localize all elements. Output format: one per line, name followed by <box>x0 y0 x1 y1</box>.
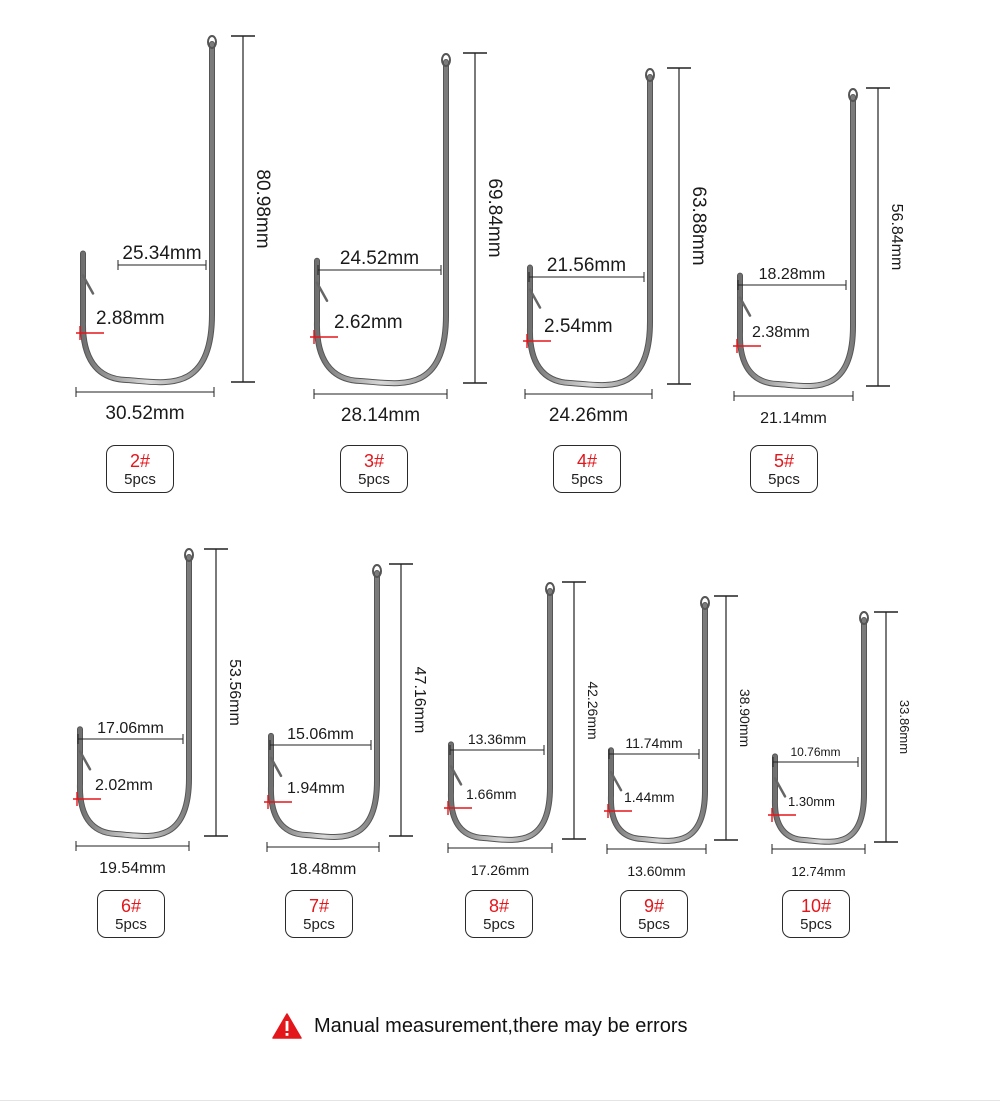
hook-outline <box>740 97 853 386</box>
size-badge <box>553 445 621 493</box>
length-label: 69.84mm <box>484 178 505 258</box>
measurement-notice <box>272 1011 688 1041</box>
hook-outline <box>611 605 705 841</box>
size-badge <box>97 890 165 938</box>
barb-label: 1.44mm <box>624 789 675 805</box>
length-label: 38.90mm <box>737 688 753 748</box>
size-badge <box>340 445 408 493</box>
quantity-label: 5pcs <box>571 471 603 488</box>
quantity-label: 5pcs <box>483 916 515 933</box>
hook-size-label: 4# <box>576 451 598 471</box>
hook-1 <box>76 36 273 424</box>
size-badge <box>750 445 818 493</box>
size-badge <box>106 445 174 493</box>
hook-5 <box>73 549 243 877</box>
hook-body <box>80 557 189 836</box>
barb-label: 1.30mm <box>788 794 835 809</box>
size-badge <box>620 890 688 938</box>
hook-outline <box>80 557 189 836</box>
hook-body <box>530 77 650 385</box>
gap-label: 10.76mm <box>790 745 841 759</box>
barb-label: 2.38mm <box>752 324 810 341</box>
divider <box>0 1100 1000 1101</box>
gap-label: 18.28mm <box>758 266 826 283</box>
hook-outline <box>530 77 650 385</box>
hook-6 <box>264 564 428 878</box>
hook-size-label: 2# <box>129 451 151 471</box>
width-label: 13.60mm <box>627 863 686 879</box>
barb-label: 2.62mm <box>334 312 403 333</box>
width-label: 19.54mm <box>99 860 166 877</box>
hook-2 <box>310 53 505 426</box>
barb-label: 1.94mm <box>287 780 345 797</box>
warning-triangle-icon <box>272 1013 302 1039</box>
hook-9 <box>768 612 912 879</box>
quantity-label: 5pcs <box>800 916 832 933</box>
length-label: 53.56mm <box>226 659 243 726</box>
hook-body <box>451 591 550 840</box>
length-label: 42.26mm <box>585 681 601 740</box>
length-label: 56.84mm <box>888 203 905 271</box>
length-label: 47.16mm <box>411 666 428 734</box>
gap-label: 13.36mm <box>467 731 527 747</box>
hook-body <box>740 97 853 386</box>
gap-label: 21.56mm <box>546 255 627 276</box>
hook-outline <box>83 44 212 382</box>
hook-body <box>317 62 446 383</box>
hook-size-label: 5# <box>773 451 795 471</box>
width-label: 18.48mm <box>289 861 357 878</box>
notice-text: Manual measurement,there may be errors <box>314 1014 688 1037</box>
quantity-label: 5pcs <box>115 916 147 933</box>
size-badge <box>782 890 850 938</box>
gap-label: 11.74mm <box>625 735 683 751</box>
gap-label: 24.52mm <box>339 248 420 269</box>
width-label: 30.52mm <box>105 403 185 424</box>
hook-7 <box>444 582 601 878</box>
barb-label: 2.54mm <box>544 316 613 337</box>
hook-size-label: 8# <box>488 896 510 916</box>
width-label: 17.26mm <box>470 862 530 878</box>
quantity-label: 5pcs <box>638 916 670 933</box>
barb-label: 2.02mm <box>95 777 153 794</box>
quantity-label: 5pcs <box>124 471 156 488</box>
hook-body <box>83 44 212 382</box>
hook-body <box>271 573 377 837</box>
hook-8 <box>604 596 753 879</box>
width-label: 24.26mm <box>548 405 629 426</box>
width-label: 21.14mm <box>760 410 827 427</box>
width-label: 28.14mm <box>340 405 421 426</box>
barb-label: 2.88mm <box>96 308 165 329</box>
hook-outline <box>271 573 377 837</box>
barb-label: 1.66mm <box>466 786 517 802</box>
hook-size-label: 10# <box>800 896 832 916</box>
gap-label: 17.06mm <box>97 720 164 737</box>
size-badge <box>465 890 533 938</box>
quantity-label: 5pcs <box>303 916 335 933</box>
hook-outline <box>317 62 446 383</box>
quantity-label: 5pcs <box>358 471 390 488</box>
hook-outline <box>451 591 550 840</box>
hook-3 <box>523 68 709 426</box>
hook-size-label: 7# <box>308 896 330 916</box>
quantity-label: 5pcs <box>768 471 800 488</box>
hook-body <box>611 605 705 841</box>
hook-size-label: 3# <box>363 451 385 471</box>
length-label: 80.98mm <box>252 169 273 249</box>
gap-label: 15.06mm <box>287 726 354 743</box>
size-badge <box>285 890 353 938</box>
length-label: 63.88mm <box>688 186 709 266</box>
hook-size-label: 6# <box>120 896 142 916</box>
hook-size-label: 9# <box>643 896 665 916</box>
length-label: 33.86mm <box>897 699 912 755</box>
width-label: 12.74mm <box>791 864 846 879</box>
gap-label: 25.34mm <box>122 243 202 264</box>
hook-4 <box>733 88 905 427</box>
